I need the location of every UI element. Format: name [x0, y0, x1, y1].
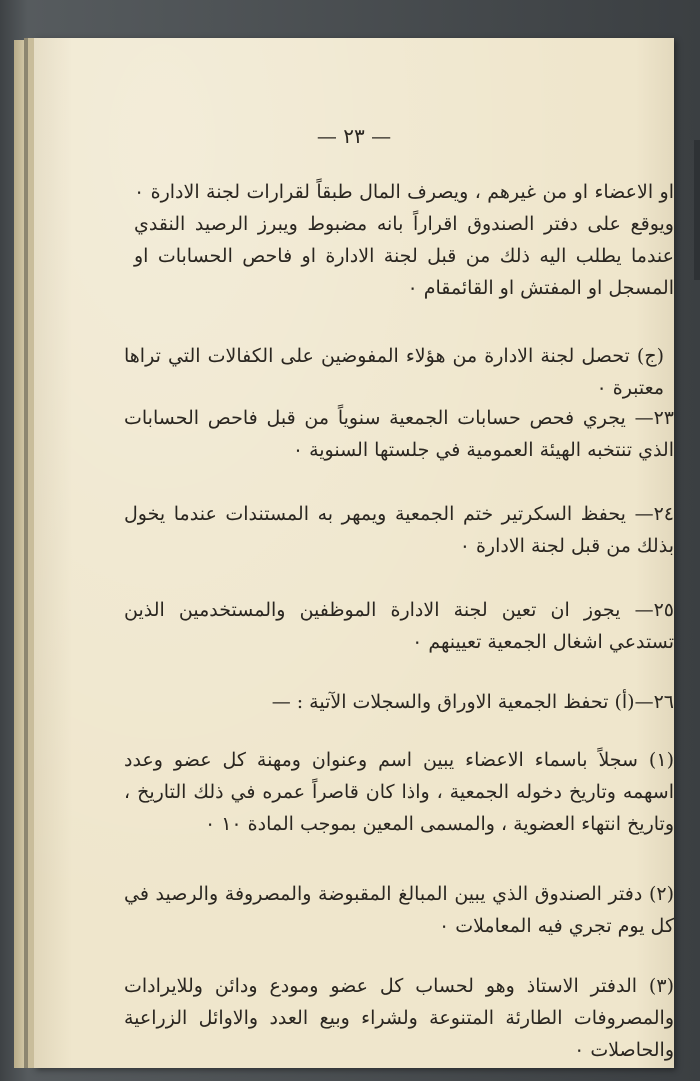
page-edge-shadow	[694, 140, 700, 280]
paragraph-article-25: ٢٥— يجوز ان تعين لجنة الادارة الموظفين والمستخدمين الذين تستدعي اشغال الجمعية تعيينهم ٠	[124, 599, 674, 653]
book-spine	[14, 40, 36, 1068]
paragraph-treasurer-duties: او الاعضاء او من غيرهم ، ويصرف المال طبقاً لقرارات لجنة الادارة ٠ ويوقع على دفتر الصندوق اقراراً بانه مضبوط ويبرز الرصيد النقدي عندما يطلب اليه ذلك من قبل لجنة الادارة او فاحص الحسابات او المسجل او المفتش او القائمقام ٠	[134, 181, 674, 299]
paragraph-item-3-ledger: (٣) الدفتر الاستاذ وهو لحساب كل عضو ومودع ودائن وللايرادات والمصروفات الطارئة المتنوعة ولشراء وبيع العدد والاوائل الزراعية والحاصلات ٠	[124, 975, 674, 1061]
paragraph-item-1-members-register: (١) سجلاً باسماء الاعضاء يبين اسم وعنوان ومهنة كل عضو وعدد اسهمه وتاريخ دخوله الجمعية ، واذا كان قاصراً عمره في ذلك التاريخ ، وتاريخ انتهاء العضوية ، والمسمى المعين بموجب المادة ١٠ ٠	[124, 749, 674, 835]
paragraph-article-26a: ٢٦—(أ) تحفظ الجمعية الاوراق والسجلات الآتية : —	[271, 691, 674, 713]
document-page	[34, 38, 674, 1068]
paragraph-item-2-cash-book: (٢) دفتر الصندوق الذي يبين المبالغ المقبوضة والمصروفة والرصيد في كل يوم تجري فيه المعاملات ٠	[124, 883, 675, 937]
paragraph-guarantees: (ج) تحصل لجنة الادارة من هؤلاء المفوضين على الكفالات التي تراها معتبرة ٠	[124, 345, 664, 399]
page-number: — ٢٣ —	[316, 124, 392, 148]
paragraph-article-23: ٢٣— يجري فحص حسابات الجمعية سنوياً من قبل فاحص الحسابات الذي تنتخبه الهيئة العمومية في جلستها السنوية ٠	[124, 407, 674, 461]
paragraph-article-24: ٢٤— يحفظ السكرتير ختم الجمعية ويمهر به المستندات عندما يخول بذلك من قبل لجنة الادارة ٠	[124, 503, 674, 557]
